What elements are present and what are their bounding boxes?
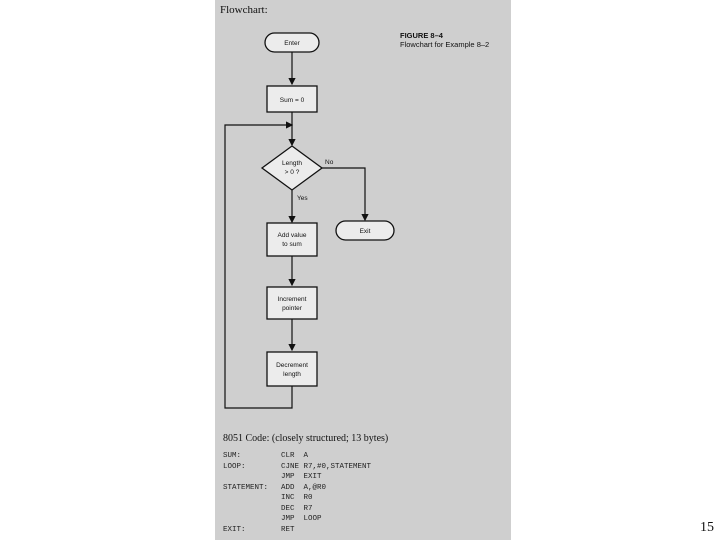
code-instruction: JMP EXIT — [281, 473, 322, 481]
code-label: SUM: — [223, 452, 242, 460]
label-inc-2: pointer — [282, 305, 302, 312]
code-label — [223, 514, 281, 525]
process-increment-pointer — [267, 287, 317, 319]
code-line — [223, 514, 371, 525]
label-enter: Enter — [284, 40, 300, 47]
code-instruction: CJNE R7,#0,STATEMENT — [281, 462, 372, 471]
code-instruction: ADD A,@R0 — [281, 483, 327, 492]
code-instruction: JMP LOOP — [281, 515, 322, 523]
code-label — [223, 472, 281, 483]
code-listing — [223, 451, 371, 535]
decision-length — [262, 146, 322, 190]
code-line — [223, 472, 371, 483]
code-line — [223, 525, 371, 536]
figure-label: FIGURE 8–4 — [400, 31, 443, 40]
label-decision-1: Length — [282, 160, 302, 167]
code-line — [223, 493, 371, 504]
connector-decision-exit — [322, 168, 365, 220]
code-label: LOOP: — [223, 462, 246, 471]
page-number: 15 — [700, 520, 714, 535]
process-decrement-length — [267, 352, 317, 386]
process-add-value — [267, 223, 317, 256]
label-add-2: to sum — [282, 241, 302, 248]
code-label: EXIT: — [223, 525, 246, 534]
label-decision-2: > 0 ? — [284, 169, 300, 176]
label-exit: Exit — [359, 228, 371, 235]
code-instruction: DEC R7 — [281, 504, 313, 513]
code-instruction: CLR A — [281, 452, 309, 460]
code-line — [223, 462, 371, 473]
code-label — [223, 493, 281, 504]
code-line — [223, 504, 371, 515]
flowchart-heading: Flowchart: — [220, 4, 268, 16]
label-add-1: Add value — [277, 232, 307, 239]
label-inc-1: Increment — [277, 296, 307, 303]
label-init: Sum = 0 — [279, 97, 305, 104]
label-yes: Yes — [297, 195, 308, 202]
label-no: No — [325, 159, 334, 166]
label-dec-1: Decrement — [276, 362, 308, 369]
code-instruction: RET — [281, 525, 295, 534]
code-label — [223, 504, 281, 515]
label-dec-2: length — [283, 371, 301, 378]
scanned-page — [215, 0, 511, 540]
code-label: STATEMENT: — [223, 483, 269, 492]
code-line — [223, 483, 371, 494]
code-instruction: INC R0 — [281, 494, 313, 502]
flowchart — [215, 0, 511, 420]
figure-title: Flowchart for Example 8–2 — [400, 40, 490, 49]
code-heading: 8051 Code: (closely structured; 13 bytes) — [223, 433, 389, 444]
code-line — [223, 451, 371, 462]
